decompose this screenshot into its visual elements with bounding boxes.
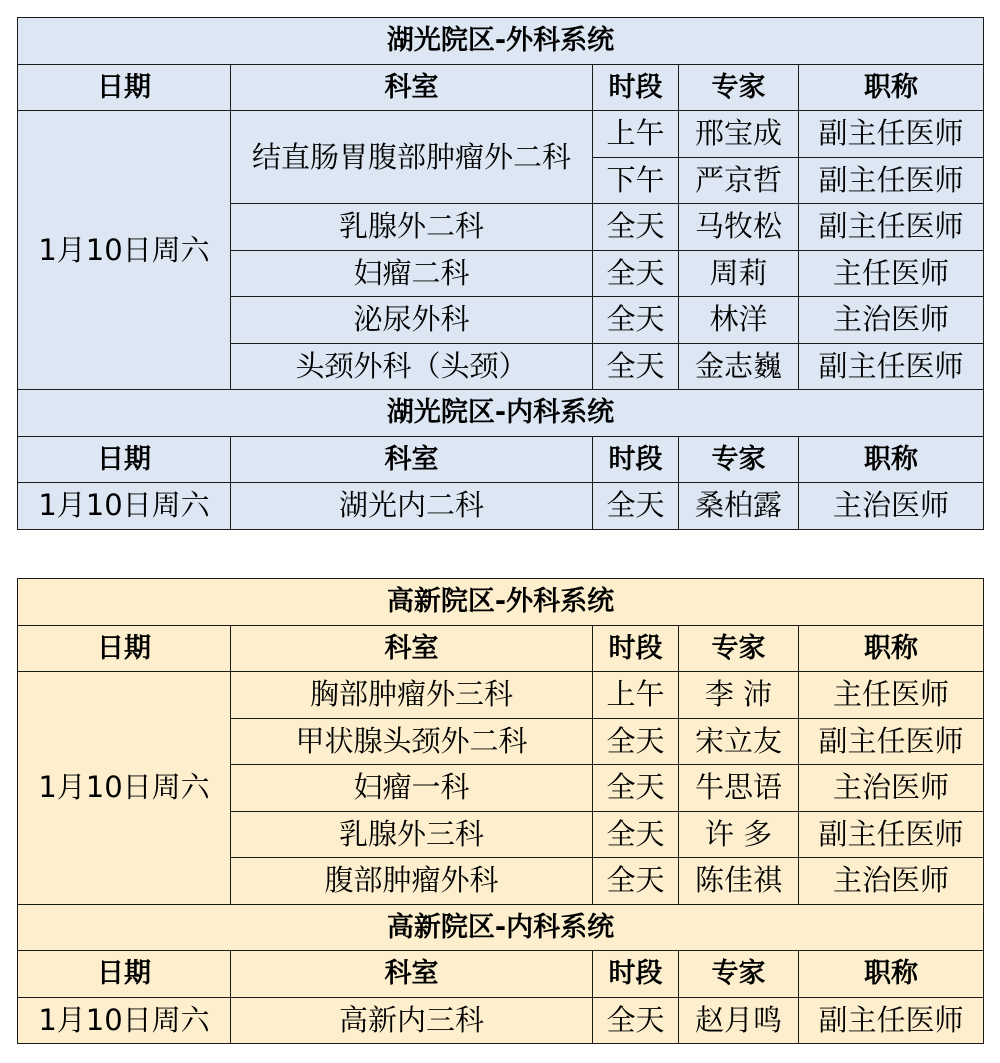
header-expert: 专家 (679, 625, 799, 672)
expert-cell: 许 多 (679, 811, 799, 858)
expert-cell: 宋立友 (679, 718, 799, 765)
dept-cell: 泌尿外科 (231, 297, 593, 344)
title-cell: 副主任医师 (799, 343, 984, 390)
expert-cell: 赵月鸣 (679, 997, 799, 1044)
expert-cell: 陈佳祺 (679, 858, 799, 905)
header-row (18, 436, 984, 483)
header-expert: 专家 (679, 64, 799, 111)
header-title: 职称 (799, 64, 984, 111)
title-cell: 副主任医师 (799, 111, 984, 158)
header-date: 日期 (18, 625, 231, 672)
period-cell: 全天 (593, 858, 679, 905)
dept-cell: 头颈外科（头颈） (231, 343, 593, 390)
header-dept: 科室 (231, 951, 593, 998)
header-expert: 专家 (679, 951, 799, 998)
expert-cell: 马牧松 (679, 204, 799, 251)
section-title: 高新院区-外科系统 (18, 579, 984, 626)
table-row (18, 483, 984, 530)
expert-cell: 牛思语 (679, 765, 799, 812)
dept-cell: 胸部肿瘤外三科 (231, 672, 593, 719)
period-cell: 全天 (593, 483, 679, 530)
header-dept: 科室 (231, 64, 593, 111)
title-cell: 主任医师 (799, 250, 984, 297)
title-cell: 副主任医师 (799, 718, 984, 765)
period-cell: 全天 (593, 297, 679, 344)
header-expert: 专家 (679, 436, 799, 483)
section-title-row (18, 18, 984, 65)
expert-cell: 周莉 (679, 250, 799, 297)
header-dept: 科室 (231, 436, 593, 483)
header-period: 时段 (593, 951, 679, 998)
header-period: 时段 (593, 64, 679, 111)
expert-cell: 金志巍 (679, 343, 799, 390)
gx-schedule-table (17, 578, 984, 1044)
table-row (18, 997, 984, 1044)
title-cell: 副主任医师 (799, 811, 984, 858)
period-cell: 下午 (593, 157, 679, 204)
title-cell: 主治医师 (799, 765, 984, 812)
section-title-row (18, 390, 984, 437)
title-cell: 副主任医师 (799, 997, 984, 1044)
header-title: 职称 (799, 625, 984, 672)
title-cell: 主治医师 (799, 483, 984, 530)
period-cell: 全天 (593, 343, 679, 390)
period-cell: 全天 (593, 811, 679, 858)
period-cell: 全天 (593, 204, 679, 251)
dept-cell: 高新内三科 (231, 997, 593, 1044)
header-period: 时段 (593, 625, 679, 672)
section-title-row (18, 579, 984, 626)
dept-cell: 甲状腺头颈外二科 (231, 718, 593, 765)
dept-cell: 妇瘤二科 (231, 250, 593, 297)
header-period: 时段 (593, 436, 679, 483)
period-cell: 上午 (593, 672, 679, 719)
period-cell: 上午 (593, 111, 679, 158)
section-title: 湖光院区-内科系统 (18, 390, 984, 437)
header-date: 日期 (18, 951, 231, 998)
hu-schedule-table (17, 17, 984, 530)
section-title: 高新院区-内科系统 (18, 904, 984, 951)
period-cell: 全天 (593, 718, 679, 765)
header-dept: 科室 (231, 625, 593, 672)
dept-cell: 结直肠胃腹部肿瘤外二科 (231, 111, 593, 204)
period-cell: 全天 (593, 997, 679, 1044)
header-date: 日期 (18, 436, 231, 483)
title-cell: 主治医师 (799, 297, 984, 344)
dept-cell: 妇瘤一科 (231, 765, 593, 812)
dept-cell: 腹部肿瘤外科 (231, 858, 593, 905)
header-row (18, 951, 984, 998)
expert-cell: 严京哲 (679, 157, 799, 204)
table-row (18, 672, 984, 719)
expert-cell: 李 沛 (679, 672, 799, 719)
section-title-row (18, 904, 984, 951)
expert-cell: 桑柏露 (679, 483, 799, 530)
expert-cell: 林洋 (679, 297, 799, 344)
dept-cell: 乳腺外三科 (231, 811, 593, 858)
date-cell: 1月10日周六 (18, 111, 231, 390)
title-cell: 主治医师 (799, 858, 984, 905)
title-cell: 主任医师 (799, 672, 984, 719)
section-title: 湖光院区-外科系统 (18, 18, 984, 65)
header-title: 职称 (799, 436, 984, 483)
table-row (18, 111, 984, 158)
header-date: 日期 (18, 64, 231, 111)
dept-cell: 湖光内二科 (231, 483, 593, 530)
expert-cell: 邢宝成 (679, 111, 799, 158)
period-cell: 全天 (593, 250, 679, 297)
header-row (18, 64, 984, 111)
date-cell: 1月10日周六 (18, 997, 231, 1044)
dept-cell: 乳腺外二科 (231, 204, 593, 251)
date-cell: 1月10日周六 (18, 483, 231, 530)
date-cell: 1月10日周六 (18, 672, 231, 905)
header-title: 职称 (799, 951, 984, 998)
title-cell: 副主任医师 (799, 204, 984, 251)
period-cell: 全天 (593, 765, 679, 812)
header-row (18, 625, 984, 672)
title-cell: 副主任医师 (799, 157, 984, 204)
